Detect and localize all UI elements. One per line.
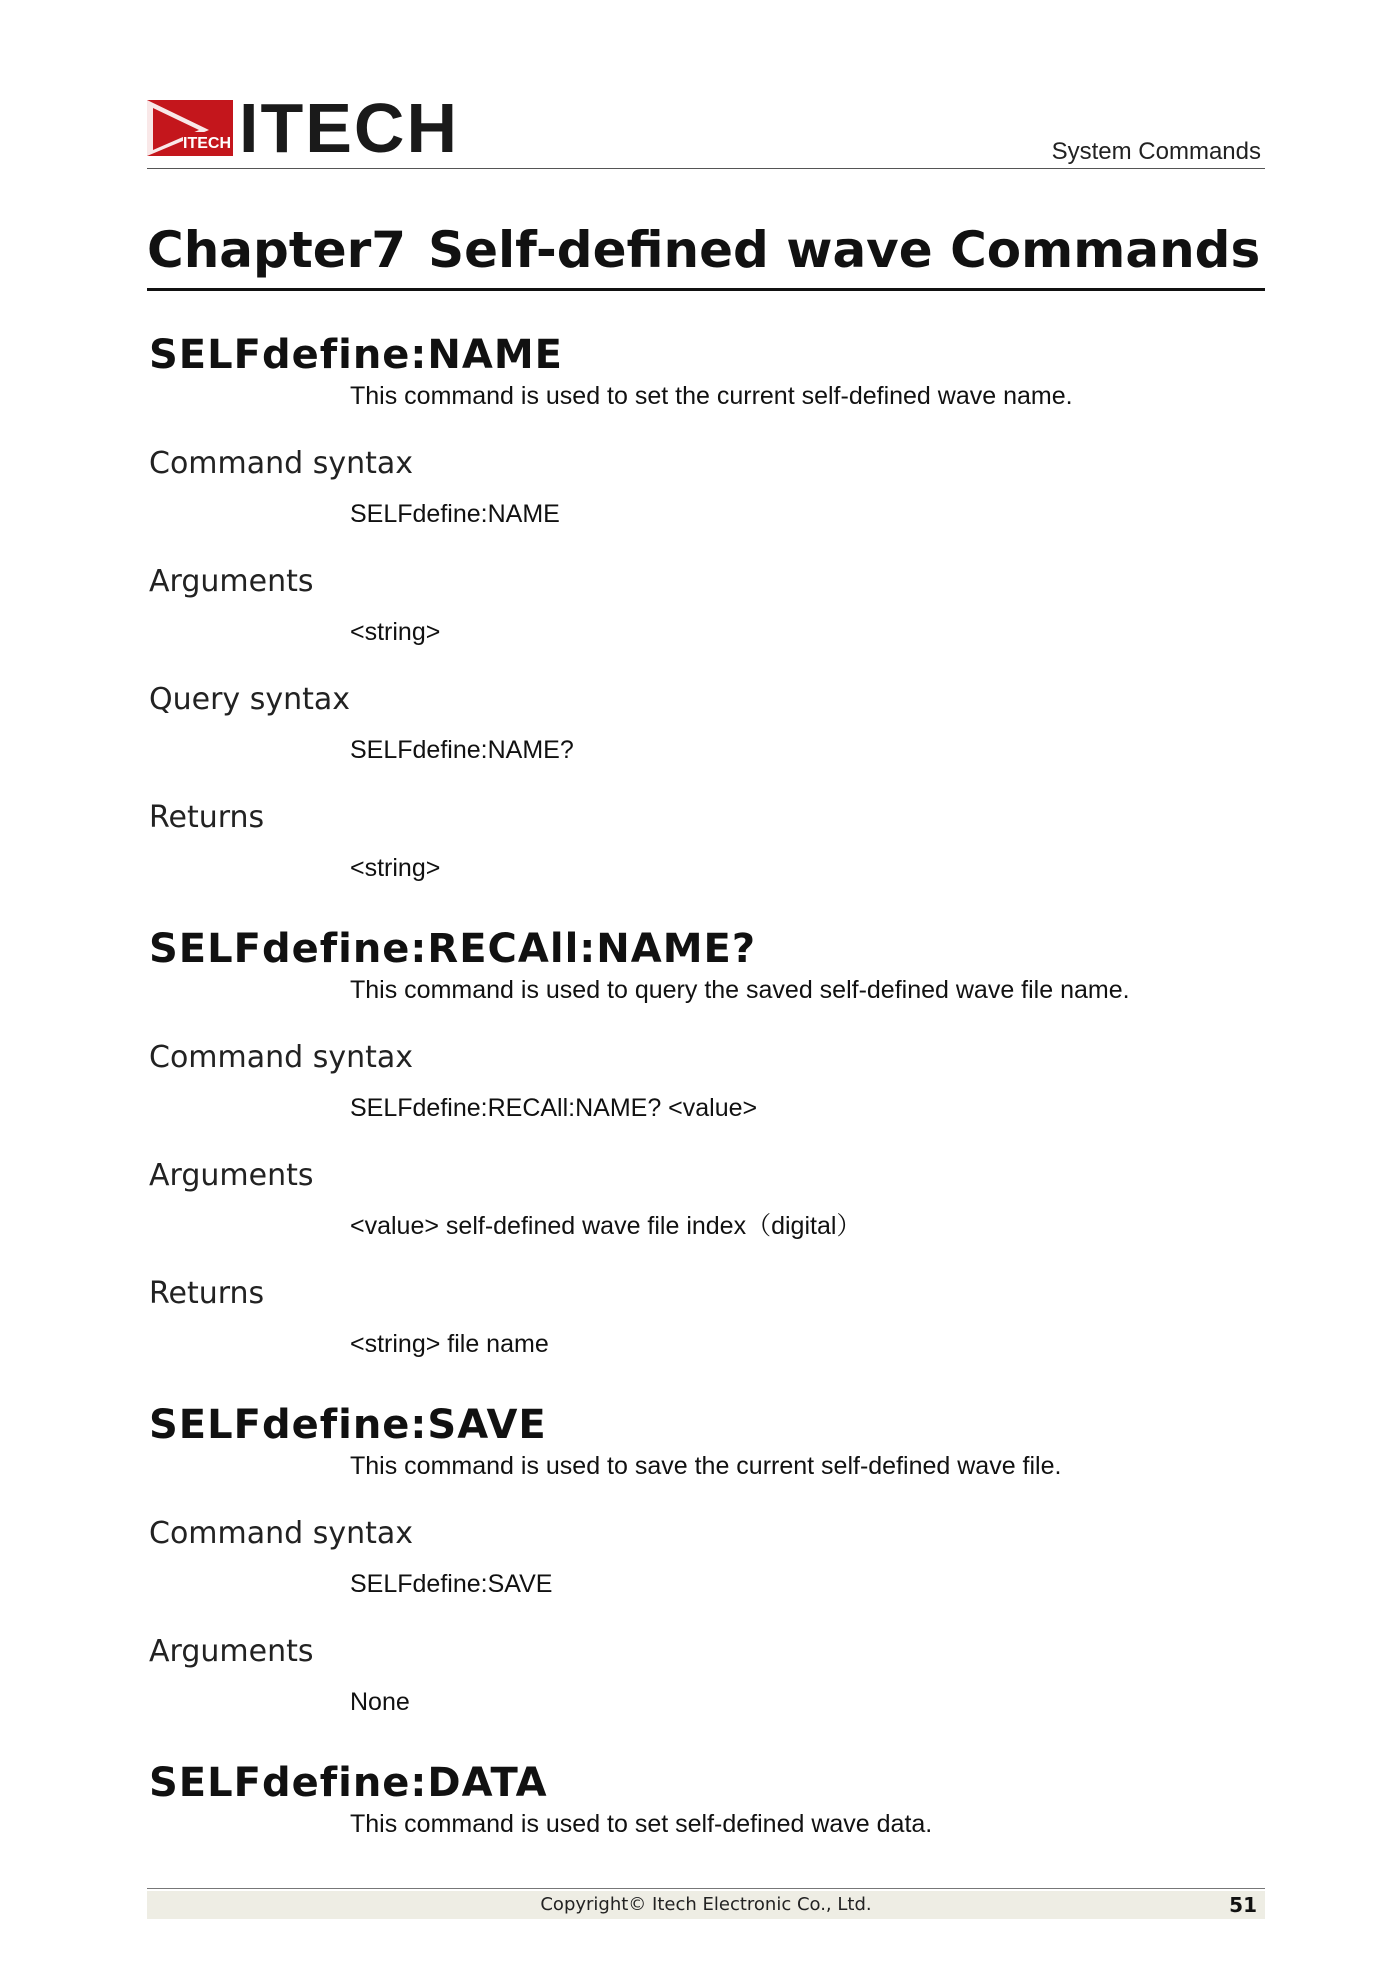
command-description: This command is used to query the saved self-defined wave file name. bbox=[350, 976, 1130, 1004]
field-value: <string> bbox=[350, 854, 441, 882]
command-heading: SELFdefine:DATA bbox=[149, 1760, 548, 1806]
field-label: Arguments bbox=[149, 1158, 314, 1193]
command-description: This command is used to save the current self-defined wave file. bbox=[350, 1452, 1062, 1480]
svg-text:ITECH: ITECH bbox=[183, 135, 231, 152]
chapter-divider bbox=[147, 288, 1265, 291]
field-value: <value> self-defined wave file index（digital） bbox=[350, 1212, 862, 1240]
command-description: This command is used to set self-defined wave data. bbox=[350, 1810, 933, 1838]
footer-divider bbox=[147, 1888, 1265, 1889]
logo-wordmark: ITECH bbox=[239, 89, 459, 167]
field-label: Arguments bbox=[149, 564, 314, 599]
page-number: 51 bbox=[1229, 1893, 1257, 1917]
command-heading: SELFdefine:RECAll:NAME? bbox=[149, 926, 757, 972]
footer-copyright: Copyright© Itech Electronic Co., Ltd. bbox=[540, 1894, 872, 1915]
chapter-title: Self-defined wave Commands bbox=[428, 221, 1261, 279]
field-label: Returns bbox=[149, 1276, 265, 1311]
command-list bbox=[149, 330, 1259, 1880]
command-heading: SELFdefine:NAME bbox=[149, 332, 563, 378]
chapter-heading bbox=[147, 218, 1265, 282]
page-header bbox=[147, 89, 1265, 170]
field-value: <string> file name bbox=[350, 1330, 549, 1358]
command-section bbox=[149, 1400, 1259, 1718]
chapter-number: Chapter7 bbox=[147, 221, 407, 279]
field-label: Command syntax bbox=[149, 446, 414, 481]
page-footer bbox=[147, 1891, 1265, 1919]
field-value: SELFdefine:NAME bbox=[350, 500, 560, 528]
field-value: None bbox=[350, 1688, 410, 1716]
command-section bbox=[149, 924, 1259, 1360]
field-value: SELFdefine:NAME? bbox=[350, 736, 574, 764]
itech-logo bbox=[147, 89, 459, 167]
field-label: Arguments bbox=[149, 1634, 314, 1669]
command-section bbox=[149, 1758, 1259, 1840]
field-value: SELFdefine:SAVE bbox=[350, 1570, 553, 1598]
header-section-label: System Commands bbox=[1051, 138, 1261, 165]
field-value: <string> bbox=[350, 618, 441, 646]
command-section bbox=[149, 330, 1259, 884]
command-heading: SELFdefine:SAVE bbox=[149, 1402, 547, 1448]
field-label: Command syntax bbox=[149, 1516, 414, 1551]
header-divider bbox=[147, 168, 1265, 169]
field-label: Returns bbox=[149, 800, 265, 835]
command-description: This command is used to set the current self-defined wave name. bbox=[350, 382, 1073, 410]
field-value: SELFdefine:RECAll:NAME? <value> bbox=[350, 1094, 758, 1122]
field-label: Command syntax bbox=[149, 1040, 414, 1075]
field-label: Query syntax bbox=[149, 682, 351, 717]
logo-mark-icon bbox=[147, 100, 233, 156]
